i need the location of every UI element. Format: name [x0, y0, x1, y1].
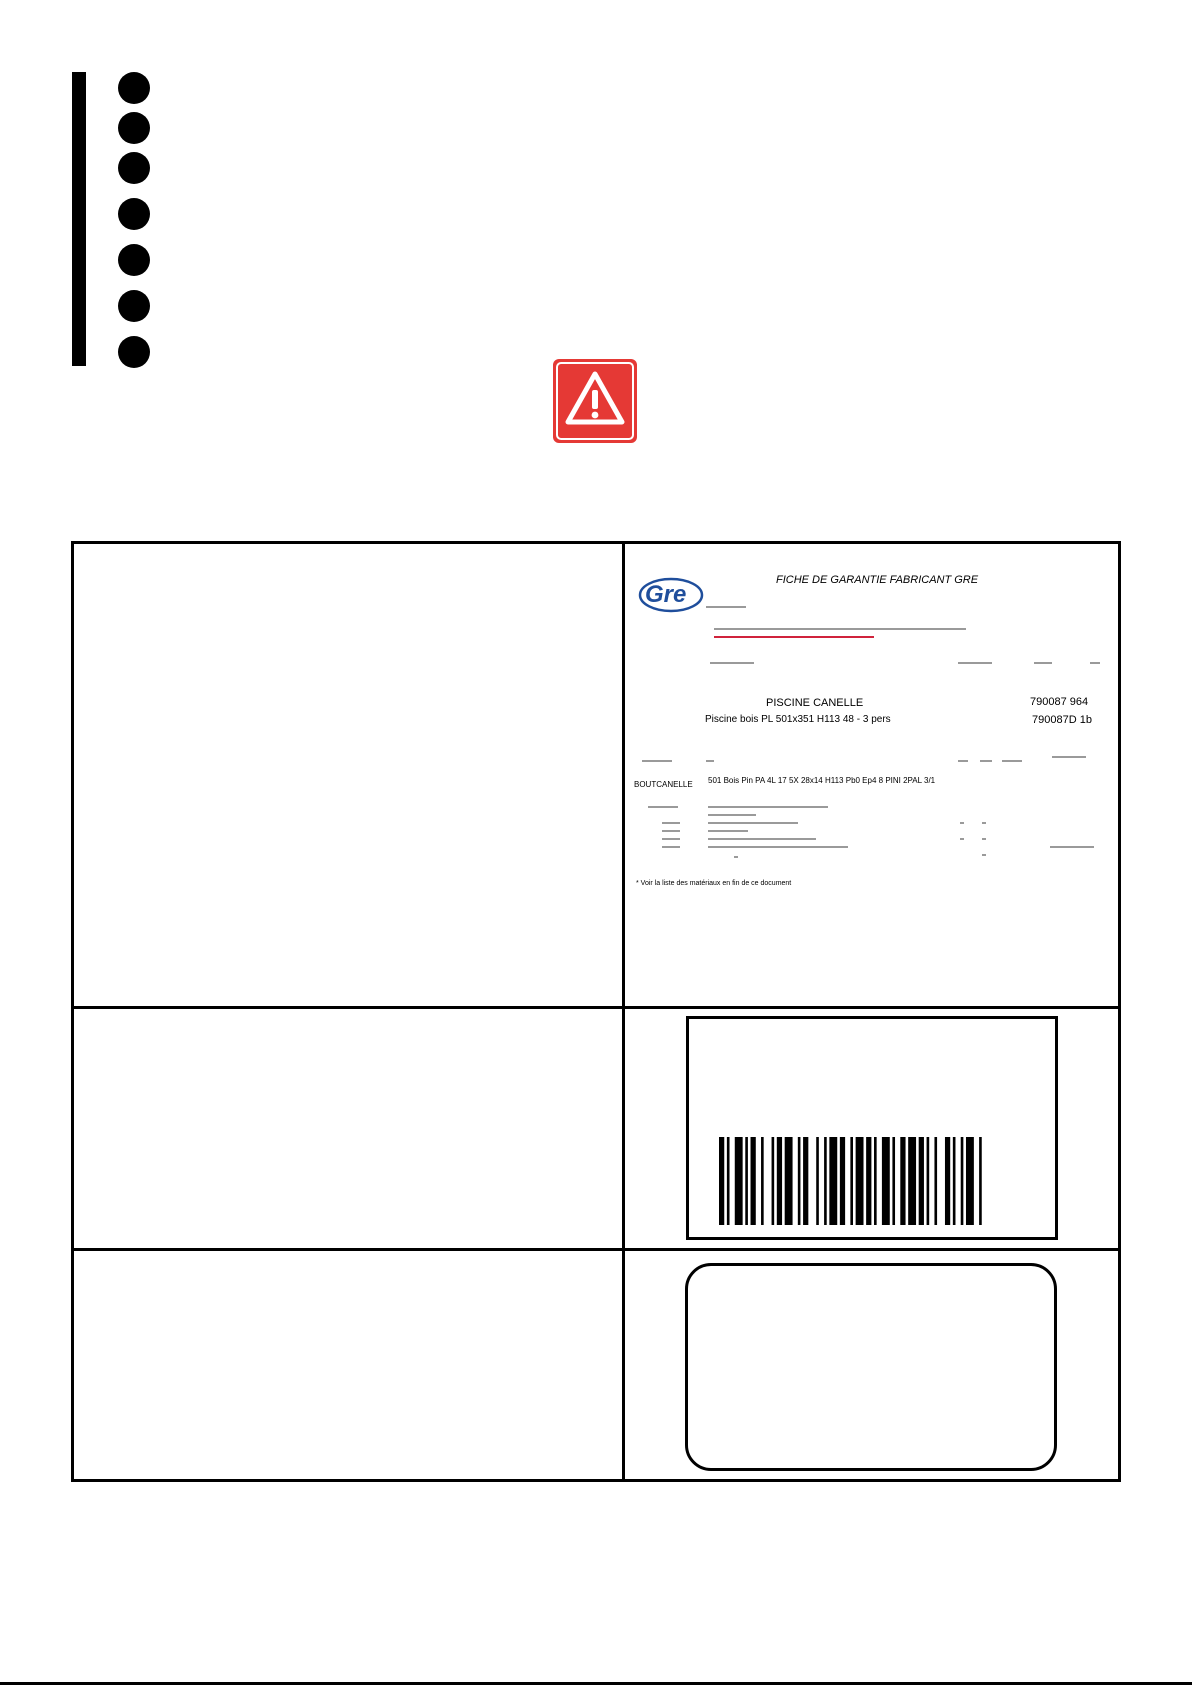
barcode-bar [961, 1137, 964, 1225]
barcode-bar [816, 1137, 819, 1225]
bullet-dot [118, 336, 150, 368]
barcode-bar [892, 1137, 895, 1225]
barcode-bar [785, 1137, 793, 1225]
barcode-bar [979, 1137, 982, 1225]
gre-logo [638, 574, 704, 614]
document-footnote: * Voir la liste des matériaux en fin de ce document [636, 880, 792, 887]
barcode-bar [900, 1137, 905, 1225]
warranty-document-thumbnail [634, 556, 1112, 896]
document-heading: FICHE DE GARANTIE FABRICANT GRE [776, 574, 979, 586]
barcode-bar [719, 1137, 724, 1225]
barcode-bar [824, 1137, 827, 1225]
rounded-label-frame [685, 1263, 1057, 1471]
barcode-bar [882, 1137, 890, 1225]
barcode-bar [840, 1137, 845, 1225]
barcode-bar [927, 1137, 930, 1225]
table-row-divider [71, 1248, 1121, 1251]
barcode-bar [945, 1137, 950, 1225]
warning-triangle-icon [552, 358, 638, 444]
barcode-bar [856, 1137, 864, 1225]
product-code: BOUTCANELLE [634, 780, 693, 789]
barcode-bar [866, 1137, 871, 1225]
barcode-bar [803, 1137, 808, 1225]
barcode-bar [777, 1137, 782, 1225]
bullet-dot [118, 112, 150, 144]
bullet-dot [118, 244, 150, 276]
table-column-divider [622, 541, 625, 1482]
barcode-bar [798, 1137, 801, 1225]
serial-label [686, 1016, 1058, 1240]
bullet-dot [118, 72, 150, 104]
barcode-bar [850, 1137, 853, 1225]
barcode-bar [751, 1137, 756, 1225]
svg-text:Gre: Gre [645, 581, 687, 608]
product-name: PISCINE CANELLE [766, 697, 864, 709]
barcode-bar [919, 1137, 924, 1225]
bullet-dot [118, 152, 150, 184]
barcode-bar [966, 1137, 974, 1225]
bullet-dot [118, 198, 150, 230]
reference-number: 790087 964 [1030, 696, 1089, 708]
barcode [719, 1137, 987, 1225]
barcode-bar [761, 1137, 764, 1225]
barcode-bar [735, 1137, 743, 1225]
table-row-divider [71, 1006, 1121, 1009]
barcode-bar [934, 1137, 937, 1225]
product-item-line: 501 Bois Pin PA 4L 17 5X 28x14 H113 Pb0 Ep4 8 PINI 2PAL 3/1 [708, 776, 936, 785]
vertical-marker-bar [72, 72, 86, 366]
barcode-bar [745, 1137, 748, 1225]
product-description: Piscine bois PL 501x351 H113 48 - 3 pers [705, 714, 891, 725]
barcode-bar [727, 1137, 730, 1225]
barcode-bar [829, 1137, 837, 1225]
barcode-bar [874, 1137, 877, 1225]
barcode-bar [953, 1137, 956, 1225]
reference-number: 790087D 1b [1032, 714, 1092, 726]
barcode-bar [772, 1137, 775, 1225]
barcode-bar [908, 1137, 916, 1225]
bullet-dot [118, 290, 150, 322]
